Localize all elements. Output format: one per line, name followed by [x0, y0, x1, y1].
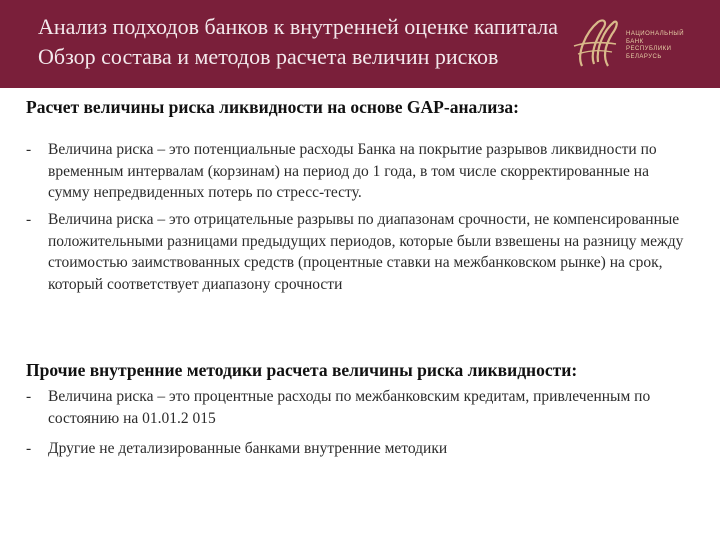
section-heading-other-methods: Прочие внутренние методики расчета величины риска ликвидности: [26, 360, 578, 380]
page-title [38, 12, 558, 72]
bullet-marker: - [26, 141, 32, 158]
title-line-2: Обзор состава и методов расчета величин рисков [38, 44, 499, 69]
bullet-text: Величина риска – это отрицательные разрывы по диапазонам срочности, не компенсированные положительными разницами предыдущих периодов, которые были взвешены на разницу между стоимостью заимствованных средств (процентные ставки на межбанковском рынке) на срок, который соответствует диапазону срочности [48, 211, 684, 293]
bullet-marker: - [26, 440, 32, 457]
section-heading-gap-analysis: Расчет величины риска ликвидности на основе GAP-анализа: [26, 97, 519, 117]
bullet-text: Величина риска – это потенциальные расходы Банка на покрытие разрывов ликвидности по временным интервалам (корзинам) на период до 1 года, в том числе скорректированные на сумму непредвиденных потерь по стресс-тесту. [48, 141, 657, 201]
bank-logo-text [626, 31, 684, 61]
bullet-text: Другие не детализированные банками внутренние методики [48, 440, 448, 457]
bank-logo-monogram-icon [568, 14, 620, 74]
bullet-marker: - [26, 388, 32, 405]
logo-text-line: РЕСПУБЛИКИ [626, 46, 672, 52]
logo-text-line: БАНК [626, 38, 644, 45]
bullet-text: Величина риска – это процентные расходы по межбанковским кредитам, привлеченным по состоянию на 01.01.2 015 [48, 388, 651, 427]
logo-text-line: БЕЛАРУСЬ [626, 53, 662, 60]
header-banner [0, 0, 720, 88]
bullet-marker: - [26, 211, 32, 228]
logo-text-line: НАЦИОНАЛЬНЫЙ [626, 31, 685, 37]
title-line-1: Анализ подходов банков к внутренней оценке капитала [38, 14, 558, 39]
